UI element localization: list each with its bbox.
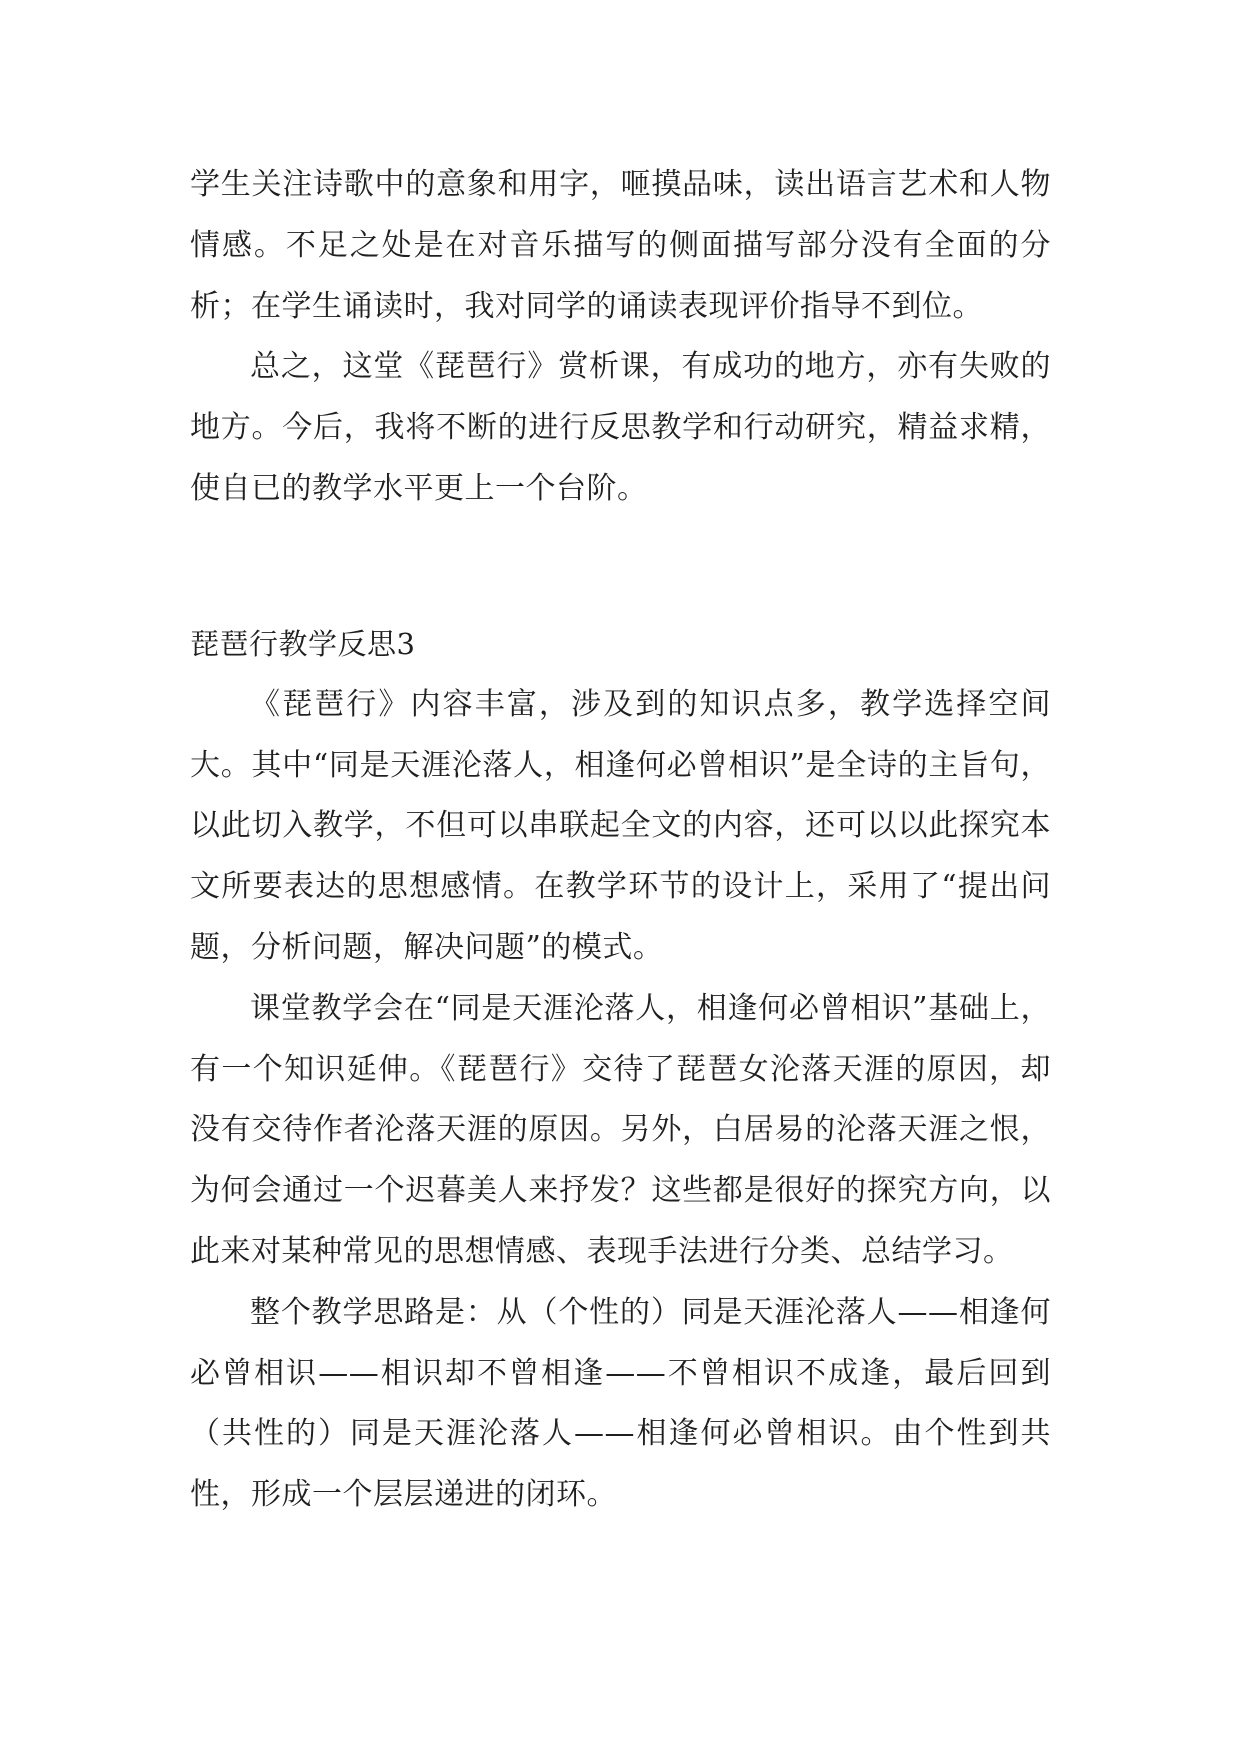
paragraph: 整个教学思路是：从（个性的）同是天涯沦落人——相逢何必曾相识——相识却不曾相逢——不曾相识不成逢，最后回到（共性的）同是天涯沦落人——相逢何必曾相识。由个性到共性，形成一个层层递进的闭环。	[190, 1294, 1051, 1513]
section-heading: 琵琶行教学反思3	[190, 627, 416, 661]
continued-section	[190, 155, 1051, 520]
paragraph: 总之，这堂《琵琶行》赏析课，有成功的地方，亦有失败的地方。今后，我将不断的进行反思教学和行动研究，精益求精，使自已的教学水平更上一个台阶。	[190, 349, 1051, 506]
section-3	[190, 614, 1051, 1526]
paragraph: 学生关注诗歌中的意象和用字，咂摸品味，读出语言艺术和人物情感。不足之处是在对音乐描写的侧面描写部分没有全面的分析；在学生诵读时，我对同学的诵读表现评价指导不到位。	[190, 167, 1051, 324]
paragraph: 《琵琶行》内容丰富，涉及到的知识点多，教学选择空间大。其中“同是天涯沦落人，相逢何必曾相识”是全诗的主旨句，以此切入教学，不但可以串联起全文的内容，还可以以此探究本文所要表达的思想感情。在教学环节的设计上，采用了“提出问题，分析问题，解决问题”的模式。	[190, 686, 1051, 965]
paragraph: 课堂教学会在“同是天涯沦落人，相逢何必曾相识”基础上，有一个知识延伸。《琵琶行》交待了琵琶女沦落天涯的原因，却没有交待作者沦落天涯的原因。另外，白居易的沦落天涯之恨，为何会通过一个迟暮美人来抒发？这些都是很好的探究方向，以此来对某种常见的思想情感、表现手法进行分类、总结学习。	[190, 990, 1051, 1269]
